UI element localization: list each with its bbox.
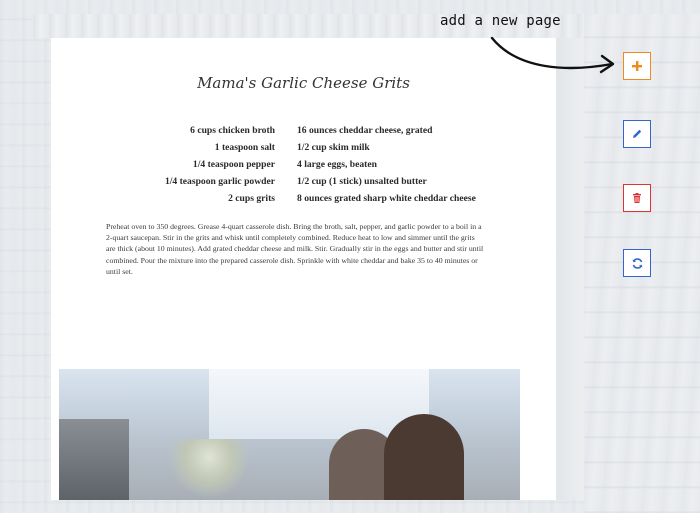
delete-button[interactable]: [623, 184, 651, 212]
ingredient-item: 8 ounces grated sharp white cheddar cheese: [297, 193, 476, 204]
photo-shelf: [59, 419, 129, 500]
ingredient-item: 2 cups grits: [228, 193, 275, 204]
recipe-page: [51, 38, 556, 500]
photo-granddaughter: [384, 414, 464, 500]
pencil-icon: [631, 128, 643, 140]
trash-icon: [631, 192, 643, 204]
ingredients-right-column: [297, 122, 556, 207]
ingredient-item: 4 large eggs, beaten: [297, 159, 377, 170]
photo-plant: [169, 439, 249, 500]
ingredient-item: 1/4 teaspoon garlic powder: [164, 176, 275, 187]
ingredients-left-column: [121, 122, 275, 207]
recipe-title: Mama's Garlic Cheese Grits: [197, 74, 410, 92]
ingredient-item: 1/4 teaspoon pepper: [192, 159, 275, 170]
add-page-button[interactable]: [623, 52, 651, 80]
ingredient-item: 1/2 cup skim milk: [297, 142, 370, 153]
annotation-arrow-icon: [488, 30, 618, 80]
edit-button[interactable]: [623, 120, 651, 148]
refresh-button[interactable]: [623, 249, 651, 277]
add-page-annotation: add a new page: [440, 13, 561, 29]
ingredient-item: 6 cups chicken broth: [190, 125, 275, 136]
recipe-instructions: Preheat oven to 350 degrees. Grease 4-quart casserole dish. Bring the broth, salt, pepper, and garlic powder to a boil in a 2-quart saucepan. Stir in the grits and whisk until completely combined. Reduce heat to low and simmer until the grits are thick (about 10 minutes). Add grated cheddar cheese and milk. Stir. Gradually stir in the eggs and butter and stir until combined. Pour the mixture into the prepared casserole dish. Sprinkle with white cheddar and bake 35 to 40 minutes or until set.: [106, 222, 484, 276]
ingredient-item: 1/2 cup (1 stick) unsalted butter: [297, 176, 427, 187]
refresh-icon: [631, 257, 644, 270]
kitchen-photo: [59, 369, 520, 500]
ingredient-item: 1 teaspoon salt: [214, 142, 275, 153]
plus-icon: [631, 60, 643, 72]
ingredient-item: 16 ounces cheddar cheese, grated: [297, 125, 433, 136]
page-edge-shadow: [556, 38, 584, 500]
